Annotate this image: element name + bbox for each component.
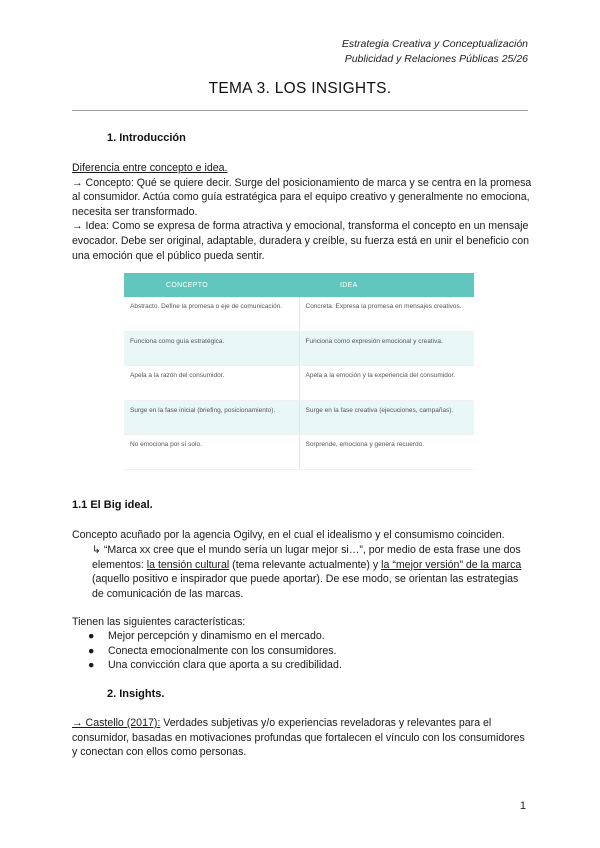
bullet-icon: ●	[88, 659, 95, 672]
section-heading-big-ideal: 1.1 El Big ideal.	[72, 499, 153, 511]
table-cell: Funciona como guía estratégica.	[124, 332, 300, 366]
section-heading-introduccion: 1. Introducción	[107, 132, 186, 144]
features-intro: Tienen las siguientes características:	[72, 616, 246, 628]
table-header-idea: IDEA	[340, 281, 358, 289]
insights-definition	[72, 716, 532, 760]
quote-mejor-version: la “mejor versión” de la marca	[381, 558, 522, 571]
table-cell: Apela a la razón del consumidor.	[124, 366, 300, 400]
table-row	[124, 297, 474, 332]
table-cell: Surge en la fase inicial (briefing, posicionamiento).	[124, 401, 300, 435]
idea-definition: → Idea: Como se expresa de forma atractiva y emocional, transforma el concepto en un mensaje evocador. Debe ser original, adaptable, duradera y creíble, su fuerza está en unir el beneficio con una emoción que el público pueda sentir.	[72, 220, 529, 262]
table-row	[124, 401, 474, 436]
table-cell: Apela a la emoción y la experiencia del consumidor.	[305, 372, 456, 380]
page-number: 1	[519, 800, 526, 812]
header-program: Publicidad y Relaciones Públicas 25/26	[344, 53, 528, 65]
list-item: ● Una convicción clara que aporta a su credibilidad.	[88, 659, 342, 672]
table-row	[124, 332, 474, 367]
subtitle-diferencia: Diferencia entre concepto e idea.	[72, 162, 228, 174]
list-item: ● Mejor percepción y dinamismo en el mercado.	[88, 630, 325, 642]
table-row	[124, 435, 474, 470]
big-ideal-quote	[92, 543, 532, 601]
page-title: TEMA 3. LOS INSIGHTS.	[208, 80, 392, 97]
features-list	[88, 629, 342, 673]
bullet-icon: ●	[88, 630, 95, 642]
intro-paragraph	[72, 161, 532, 263]
insights-text: Verdades subjetivas y/o experiencias reveladoras y relevantes para el consumidor, basadas en motivaciones profundas que fortalecen el vínculo con los consumidores y conectan con ellos como personas.	[72, 717, 525, 759]
section-heading-insights: 2. Insights.	[107, 688, 165, 700]
quote-tension-cultural: la tensión cultural	[146, 558, 230, 571]
table-header-concepto: CONCEPTO	[166, 281, 208, 289]
quote-text: (aquello positivo e inspirador que puede aportar). De ese modo, se orientan las estrategias de comunicación de las marcas.	[92, 573, 519, 600]
table-cell: Funciona como expresión emocional y creativa.	[305, 337, 443, 345]
table-cell: Sorprende, emociona y genera recuerdo.	[305, 441, 425, 449]
page-header	[342, 37, 528, 67]
concepto-definition: → Concepto: Qué se quiere decir. Surge del posicionamiento de marca y se centra en la promesa al consumidor. Actúa como guía estratégica para el equipo creativo y generalmente no emociona, necesita ser transformado.	[72, 176, 532, 218]
comparison-table	[124, 273, 474, 470]
table-cell: Surge en la fase creativa (ejecuciones, campañas).	[305, 406, 454, 414]
bullet-icon: ●	[88, 644, 95, 657]
title-divider	[72, 110, 528, 111]
quote-text: (tema relevante actualmente) y	[229, 558, 382, 571]
table-cell: Abstracto. Define la promesa o eje de comunicación.	[124, 297, 300, 331]
table-cell: Concreta. Expresa la promesa en mensajes creativos.	[305, 303, 462, 310]
table-header	[124, 273, 474, 297]
table-cell: No emociona por sí solo.	[124, 435, 300, 469]
header-course: Estrategia Creativa y Conceptualización	[341, 38, 528, 50]
list-item: ● Conecta emocionalmente con los consumidores.	[88, 644, 337, 657]
citation-castello: → Castello (2017):	[72, 717, 161, 729]
quote-text: ↳ “Marca xx cree que el mundo sería un lugar mejor si…”, por medio de esta frase une dos elementos:	[92, 544, 521, 571]
big-ideal-intro: Concepto acuñado por la agencia Ogilvy, en el cual el idealismo y el consumismo coinciden.	[72, 529, 505, 541]
table-row	[124, 366, 474, 401]
